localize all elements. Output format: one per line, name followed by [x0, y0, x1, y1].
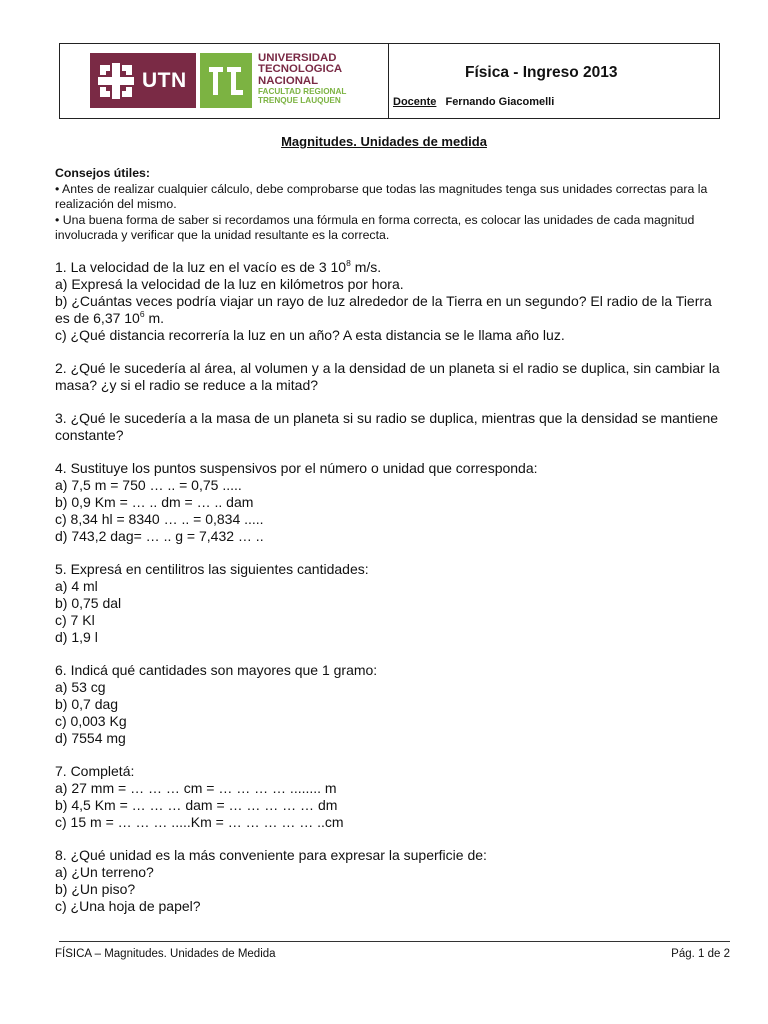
- question-1: [55, 259, 727, 344]
- question-text: m/s.: [350, 259, 382, 275]
- question-part: c) 0,003 Kg: [55, 713, 127, 729]
- docente-label: Docente: [393, 96, 437, 108]
- question-part: a) ¿Un terreno?: [55, 864, 154, 880]
- question-stem: 8. ¿Qué unidad es la más conveniente para expresar la superficie de:: [55, 847, 487, 863]
- tip-item: • Antes de realizar cualquier cálculo, debe comprobarse que todas las magnitudes tenga sus unidades correctas para la realización del mismo.: [55, 181, 708, 211]
- university-line: TECNOLOGICA: [258, 63, 343, 76]
- exercise-list: [55, 259, 727, 931]
- faculty-line: FACULTAD REGIONAL: [258, 87, 347, 97]
- question-part: b) 4,5 Km = … … … dam = … … … … … dm: [55, 797, 338, 813]
- title-cell: [389, 44, 719, 118]
- question-text: m.: [144, 310, 165, 326]
- tips-heading: Consejos útiles:: [55, 166, 150, 180]
- question-stem: 6. Indicá qué cantidades son mayores que 1 gramo:: [55, 662, 378, 678]
- question-part: d) 7554 mg: [55, 730, 126, 746]
- question-part: a) 27 mm = … … … cm = … … … … ........ m: [55, 780, 337, 796]
- question-3: [55, 410, 727, 444]
- question-part: c) 8,34 hl = 8340 … .. = 0,834 .....: [55, 511, 264, 527]
- utn-logo: [90, 53, 351, 108]
- faculty-line: TRENQUE LAUQUEN: [258, 96, 341, 106]
- footer-title: FÍSICA – Magnitudes. Unidades de Medida: [55, 948, 276, 960]
- question-4: [55, 460, 727, 545]
- question-7: [55, 763, 727, 831]
- regional-badge: [200, 53, 252, 108]
- question-part: d) 1,9 l: [55, 629, 98, 645]
- question-text: 1. La velocidad de la luz en el vacío es de 3 10: [55, 259, 347, 275]
- page-number: Pág. 1 de 2: [671, 948, 730, 960]
- university-name: [258, 53, 358, 106]
- question-part: a) 4 ml: [55, 578, 98, 594]
- question-part: b) ¿Un piso?: [55, 881, 136, 897]
- question-part: b) 0,75 dal: [55, 595, 122, 611]
- question-part: c) ¿Qué distancia recorrería la luz en un año? A esta distancia se le llama año luz.: [55, 327, 565, 343]
- question-8: [55, 847, 727, 915]
- question-part: a) 53 cg: [55, 679, 106, 695]
- page-title: Magnitudes. Unidades de medida: [281, 134, 487, 149]
- utn-emblem-icon: [96, 61, 136, 101]
- docente-line: [393, 96, 554, 108]
- utn-badge: [90, 53, 196, 108]
- utn-wordmark: UTN: [142, 68, 187, 92]
- question-part: c) 15 m = … … … .....Km = … … … … … ..cm: [55, 814, 344, 830]
- question-stem: [55, 259, 727, 276]
- question-stem: 4. Sustituye los puntos suspensivos por el número o unidad que corresponda:: [55, 460, 538, 476]
- exponent: 8: [346, 258, 351, 268]
- tip-item: • Una buena forma de saber si recordamos una fórmula en forma correcta, es colocar las unidades de cada magnitud involucrada y verificar que la unidad resultante es la correcta.: [55, 212, 695, 242]
- tl-emblem-icon: [206, 61, 246, 101]
- exponent: 6: [139, 309, 145, 319]
- question-stem: 3. ¿Qué le sucedería a la masa de un planeta si su radio se duplica, mientras que la densidad se mantiene constante?: [55, 410, 719, 443]
- university-line: UNIVERSIDAD: [258, 52, 337, 64]
- question-part: b) 0,7 dag: [55, 696, 119, 712]
- question-6: [55, 662, 727, 747]
- question-stem: 2. ¿Qué le sucedería al área, al volumen y a la densidad de un planeta si el radio se duplica, sin cambiar la masa? ¿y si el radio se reduce a la mitad?: [55, 360, 720, 393]
- tips-section: [55, 166, 725, 244]
- question-5: [55, 561, 727, 646]
- question-part: c) ¿Una hoja de papel?: [55, 898, 201, 914]
- question-part: a) Expresá la velocidad de la luz en kilómetros por hora.: [55, 276, 404, 292]
- footer-divider: [59, 941, 730, 942]
- university-line: NACIONAL: [258, 74, 319, 87]
- question-part: b) 0,9 Km = … .. dm = … .. dam: [55, 494, 254, 510]
- question-2: [55, 360, 727, 394]
- question-part: [55, 293, 727, 327]
- question-stem: 7. Completá:: [55, 763, 135, 779]
- question-part: c) 7 Kl: [55, 612, 95, 628]
- question-part: d) 743,2 dag= … .. g = 7,432 … ..: [55, 528, 264, 544]
- question-text: b) ¿Cuántas veces podría viajar un rayo de luz alrededor de la Tierra en un segundo? El radio de la Tierra es de 6,37 10: [55, 293, 712, 326]
- logo-cell: [60, 44, 389, 118]
- docente-name: Fernando Giacomelli: [445, 96, 555, 108]
- question-part: a) 7,5 m = 750 … .. = 0,75 .....: [55, 477, 242, 493]
- question-stem: 5. Expresá en centilitros las siguientes cantidades:: [55, 561, 369, 577]
- subject-title: Física - Ingreso 2013: [465, 64, 618, 81]
- header-box: [59, 43, 720, 119]
